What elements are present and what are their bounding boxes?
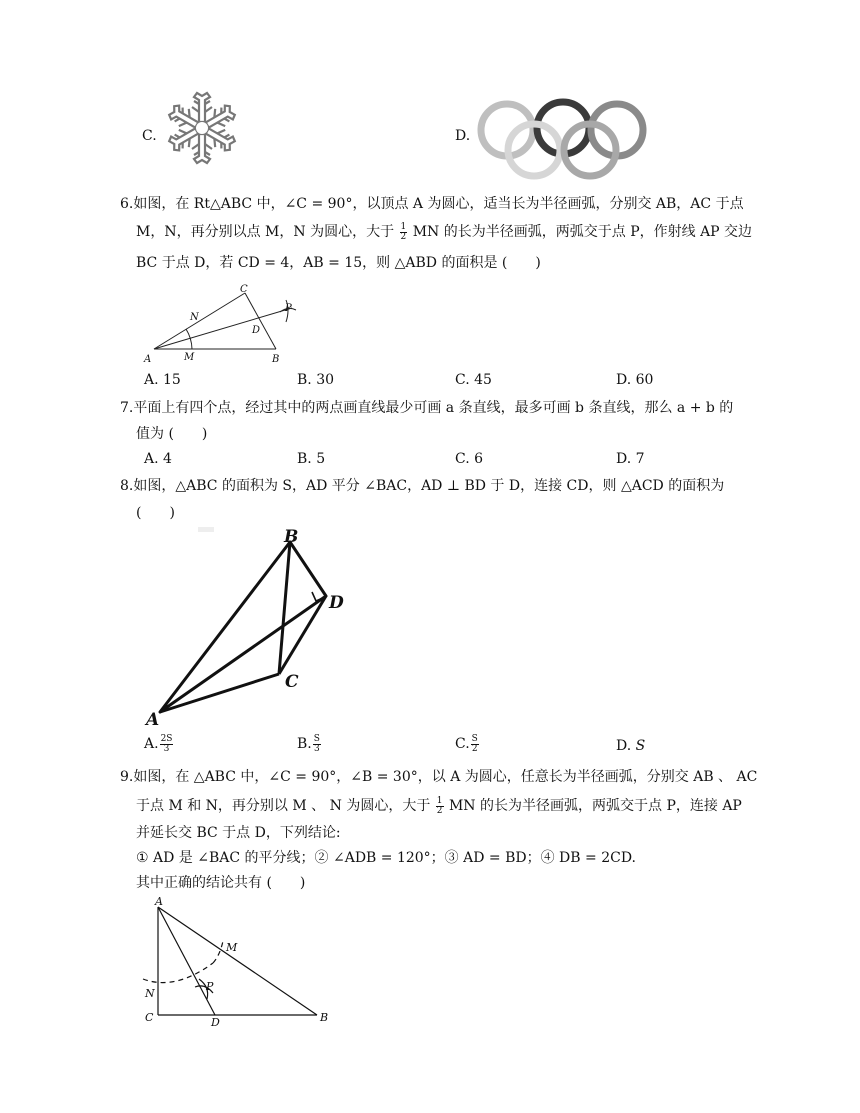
q9-line2b: MN 的长为半径画弧，两弧交于点 P，连接 AP — [448, 798, 742, 814]
q6-line2a: M，N，再分别以点 M，N 为圆心，大于 — [136, 224, 395, 240]
q9-label-m: M — [226, 941, 238, 954]
q7-option-d[interactable]: D. 7 — [616, 451, 645, 467]
q6-option-c[interactable]: C. 45 — [455, 372, 492, 388]
q8-option-b-fraction — [313, 735, 321, 754]
q9-line5: 其中正确的结论共有 ( ) — [136, 875, 306, 891]
q9-label-b: B — [320, 1011, 329, 1024]
q9-frac-num: 1 — [436, 795, 443, 806]
q6-text-line2 — [136, 222, 752, 242]
q9-number: 9. — [120, 769, 134, 785]
q8-option-a-num: 2S — [160, 733, 173, 744]
snowflake-image — [160, 88, 245, 168]
q6-line1: 如图，在 Rt△ABC 中，∠C = 90°，以顶点 A 为圆心，适当长为半径画弧，分别交 AB，AC 于点 — [133, 196, 744, 212]
q9-fraction — [436, 797, 444, 816]
q9-line3: 并延长交 BC 于点 D，下列结论: — [136, 825, 341, 841]
q7-number: 7. — [120, 400, 134, 416]
q8-option-b-prefix: B. — [297, 736, 312, 752]
q6-frac-den: 2 — [400, 231, 407, 242]
q9-text-line1 — [120, 767, 757, 787]
q6-label-m: M — [184, 352, 195, 363]
q6-label-a: A — [144, 354, 152, 365]
q6-label-n: N — [190, 312, 199, 323]
q9-frac-den: 2 — [436, 805, 443, 816]
q8-option-d[interactable] — [616, 736, 645, 756]
q8-option-c-fraction — [471, 735, 479, 754]
q9-text-line2 — [136, 796, 742, 816]
q7-line2: 值为 ( ) — [136, 426, 208, 442]
q9-label-n: N — [145, 987, 155, 1000]
q8-option-a-fraction — [160, 735, 174, 754]
q8-line2: ( ) — [136, 505, 175, 521]
q9-label-a: A — [155, 895, 163, 908]
q6-option-a[interactable]: A. 15 — [144, 372, 181, 388]
q8-option-a-den: 3 — [163, 743, 170, 754]
q9-label-d: D — [211, 1016, 220, 1029]
q8-option-a[interactable] — [144, 734, 174, 754]
q8-label-c: C — [285, 672, 299, 692]
q8-figure — [140, 522, 360, 730]
q9-label-p: P — [206, 980, 214, 993]
q9-figure — [135, 895, 340, 1030]
q8-option-d-prefix: D. — [616, 738, 632, 754]
q8-label-a: A — [146, 710, 160, 730]
q8-label-d: D — [329, 593, 344, 613]
q9-label-c: C — [145, 1011, 154, 1024]
q6-figure — [140, 282, 310, 368]
q6-line2b: MN 的长为半径画弧，两弧交于点 P，作射线 AP 交边 — [412, 224, 753, 240]
q7-option-b[interactable]: B. 5 — [297, 451, 326, 467]
q6-number: 6. — [120, 196, 134, 212]
q9-line4: ① AD 是 ∠BAC 的平分线；② ∠ADB = 120°；③ AD = BD；④ DB = 2CD. — [136, 850, 637, 866]
q6-fraction — [400, 223, 408, 242]
q7-option-a[interactable]: A. 4 — [144, 451, 172, 467]
q6-line3: BC 于点 D，若 CD = 4，AB = 15，则 △ABD 的面积是 ( ) — [136, 255, 541, 271]
q6-label-b: B — [272, 354, 280, 365]
q8-option-a-prefix: A. — [144, 736, 159, 752]
q8-option-c[interactable] — [455, 734, 480, 754]
q8-line1: 如图，△ABC 的面积为 S，AD 平分 ∠BAC，AD ⊥ BD 于 D，连接 CD，则 △ACD 的面积为 — [133, 478, 725, 494]
q9-line1: 如图，在 △ABC 中，∠C = 90°，∠B = 30°，以 A 为圆心，任意长为半径画弧，分别交 AB 、 AC — [133, 769, 758, 785]
q6-text-line1 — [120, 194, 744, 214]
q5-option-c-label: C. — [142, 128, 157, 144]
q8-option-b-den: 3 — [313, 743, 320, 754]
q6-label-d: D — [252, 325, 261, 336]
olympic-rings-image — [474, 98, 654, 183]
q5-option-d-label: D. — [455, 128, 471, 144]
q8-number: 8. — [120, 478, 134, 494]
q9-line2a: 于点 M 和 N，再分别以 M 、 N 为圆心，大于 — [136, 798, 431, 814]
q8-text-line1 — [120, 476, 724, 496]
q8-option-b[interactable] — [297, 734, 322, 754]
q8-option-c-num: S — [471, 733, 478, 744]
q7-text-line1 — [120, 398, 733, 418]
q6-label-c: C — [240, 284, 248, 295]
q6-option-d[interactable]: D. 60 — [616, 372, 654, 388]
q6-option-b[interactable]: B. 30 — [297, 372, 335, 388]
q8-option-d-text: S — [635, 738, 646, 754]
q6-frac-num: 1 — [400, 221, 407, 232]
q7-option-c[interactable]: C. 6 — [455, 451, 484, 467]
q8-option-c-prefix: C. — [455, 736, 470, 752]
q8-label-b: B — [284, 527, 299, 547]
q7-line1: 平面上有四个点，经过其中的两点画直线最少可画 a 条直线，最多可画 b 条直线，那么 a + b 的 — [133, 400, 734, 416]
q8-option-c-den: 2 — [471, 743, 478, 754]
q8-option-b-num: S — [313, 733, 320, 744]
q6-label-p: P — [285, 303, 292, 314]
